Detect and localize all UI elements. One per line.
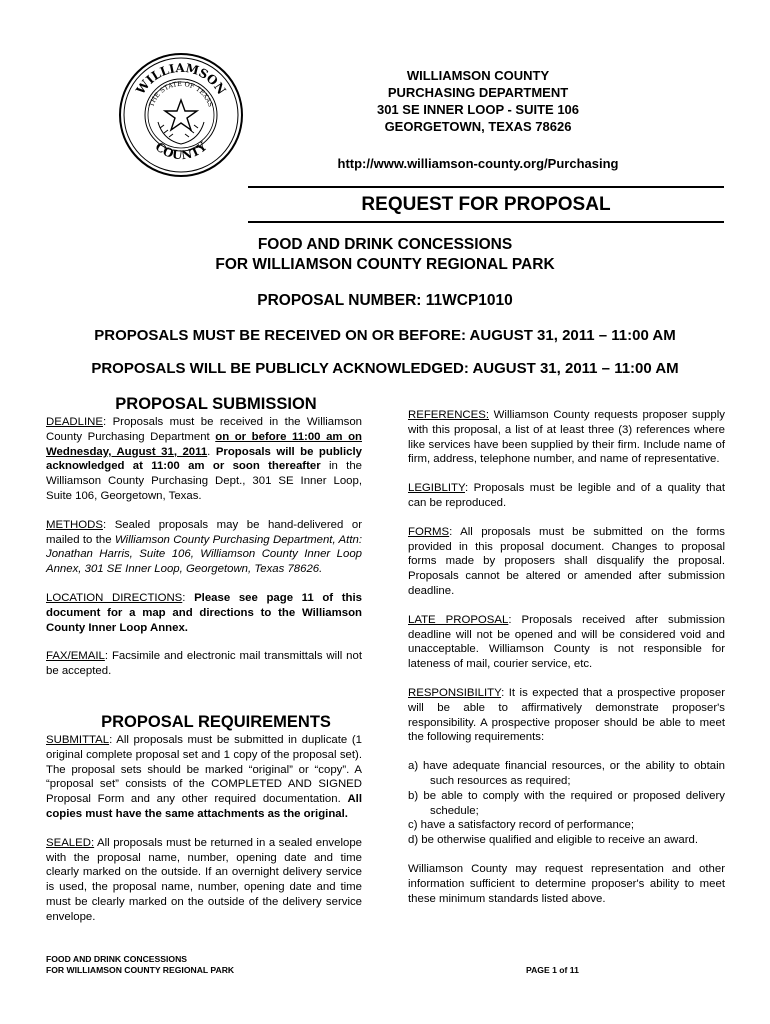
legibility-text: : Proposals must be legible and of a quality that can be reproduced. [408, 482, 725, 509]
sealed-label: SEALED: [46, 836, 95, 849]
closing-paragraph: Williamson County may request representation and other information sufficient to determine proposer's ability to meet these minimum standards listed above. [408, 862, 725, 905]
legibility-paragraph [408, 481, 725, 511]
deadline-text-3: . [207, 445, 216, 458]
header-line-3: 301 SE INNER LOOP - SUITE 106 [376, 102, 580, 117]
header-line-4: GEORGETOWN, TEXAS 78626 [384, 119, 572, 134]
submittal-text: : All proposals must be submitted in duplicate (1 original complete proposal set and 1 copy of the proposal set). The proposal sets should be marked “original” or “copy”. A “proposal set” consists of the COMPLETED AND SIGNED Proposal Form and any other required documentation. [46, 734, 362, 806]
fax-text: : Facsimile and electronic mail transmittals will not be accepted. [46, 650, 362, 678]
methods-label: METHODS [46, 518, 103, 531]
fax-label: FAX/EMAIL [46, 650, 105, 663]
submittal-label: SUBMITTAL [46, 734, 110, 746]
responsibility-paragraph [408, 686, 725, 745]
responsibility-label: RESPONSIBILITY [408, 686, 502, 699]
list-item: a) have adequate financial resources, or the ability to obtain such resources as required; [408, 760, 725, 787]
fax-paragraph [46, 649, 362, 679]
submittal-bold: All copies must have the same attachments as the original. [46, 793, 362, 820]
deadline-text-1: : Proposals must be received in the Williamson County Purchasing Department [46, 416, 362, 443]
deadline-text-5: in the Williamson County Purchasing Dept., 301 SE Inner Loop, Suite 106, Georgetown, Texas. [46, 460, 362, 502]
svg-text:COUNTY [152, 139, 209, 162]
document-title: REQUEST FOR PROPOSAL [361, 194, 611, 215]
methods-text-1: : Sealed proposals may be hand-delivered or mailed to the [46, 518, 362, 546]
forms-label: FORMS [408, 525, 450, 538]
list-item: c) have a satisfactory record of performance; [408, 819, 635, 832]
left-column-submission [46, 415, 362, 693]
list-item: b) be able to comply with the required or proposed delivery schedule; [408, 789, 725, 817]
legibility-label: LEGIBLITY [408, 482, 465, 495]
late-text: : Proposals received after submission deadline will not be opened and will be considered void and unacceptable. Williamson County is not responsible for lateness of mail, courier service, etc. [408, 613, 725, 671]
page-number: PAGE 1 of 11 [526, 965, 579, 975]
location-directions: Please see page 11 of this document for a map and directions to the Williamson County Inner Loop Annex. [46, 591, 362, 634]
location-label: LOCATION DIRECTIONS [46, 591, 183, 604]
header-line-1: WILLIAMSON COUNTY [406, 68, 550, 83]
title-bottom-rule [248, 221, 724, 223]
seal-text-top: WILLIAMSON [133, 60, 229, 97]
received-deadline: PROPOSALS MUST BE RECEIVED ON OR BEFORE: AUGUST 31, 2011 – 11:00 AM [94, 327, 676, 344]
deadline-acknowledged: Proposals will be publicly acknowledged at 11:00 am or soon thereafter [46, 445, 362, 473]
location-paragraph [46, 591, 362, 635]
header-line-2: PURCHASING DEPARTMENT [387, 85, 569, 100]
right-column [408, 408, 725, 920]
seal-text-bottom: COUNTY [152, 139, 210, 163]
acknowledged-deadline: PROPOSALS WILL BE PUBLICLY ACKNOWLEDGED: AUGUST 31, 2011 – 11:00 AM [91, 360, 679, 377]
footer-left [46, 954, 234, 976]
deadline-date: on or before 11:00 am on Wednesday, August 31, 2011 [46, 430, 362, 458]
proposal-number: PROPOSAL NUMBER: 11WCP1010 [257, 292, 513, 309]
late-label: LATE PROPOSAL [408, 613, 509, 626]
left-column-requirements [46, 733, 362, 939]
deadline-label: DEADLINE [46, 416, 103, 428]
footer-line-2: FOR WILLIAMSON COUNTY REGIONAL PARK [46, 965, 235, 975]
submission-heading: PROPOSAL SUBMISSION [115, 395, 317, 413]
methods-address: Williamson County Purchasing Department, Attn: Jonathan Harris, Suite 106, Williamson County Inner Loop Annex, 301 SE Inner Loop, Georgetown, Texas 78626. [46, 533, 362, 576]
references-paragraph [408, 408, 725, 467]
header-url[interactable]: http://www.williamson-county.org/Purchasing [337, 156, 619, 171]
subtitle-line-2: FOR WILLIAMSON COUNTY REGIONAL PARK [215, 256, 555, 273]
forms-paragraph [408, 525, 725, 599]
sealed-text: All proposals must be returned in a sealed envelope with the proposal name, number, opening date and time clearly marked on the outside. If an overnight delivery service is used, the proposal name, number, opening date and time must be clearly marked on the outside of the delivery service envelope. [46, 836, 362, 923]
footer-line-1: FOOD AND DRINK CONCESSIONS [46, 954, 188, 964]
subtitle-line-1: FOOD AND DRINK CONCESSIONS [257, 236, 513, 253]
requirements-list [408, 759, 725, 848]
sealed-paragraph [46, 836, 362, 925]
svg-text:THE STATE OF TEXAS [147, 80, 214, 108]
late-paragraph [408, 613, 725, 672]
county-seal-icon [118, 52, 244, 178]
title-top-rule [248, 186, 724, 188]
location-text-1: : [182, 591, 195, 604]
submittal-paragraph [46, 733, 362, 822]
header-block [300, 67, 656, 135]
deadline-paragraph [46, 415, 362, 504]
list-item: d) be otherwise qualified and eligible to receive an award. [408, 834, 699, 847]
forms-text: : All proposals must be submitted on the forms provided in this proposal document. Changes to proposal forms made by proposers shall disqualify the proposal. Proposals cannot be altered or amended after submission deadline. [408, 525, 725, 597]
seal-inner-text: THE STATE OF TEXAS [147, 79, 215, 108]
references-text: Williamson County requests proposer supply with this proposal, a list of at least three (3) references where like services have been supplied by their firm. Include name of firm, address, telephone number, and name of representative. [408, 409, 725, 466]
subtitle [0, 235, 770, 275]
responsibility-text: : It is expected that a prospective proposer will be able to affirmatively demonstrate proposer's responsibility. A prospective proposer should be able to meet the following requirements: [408, 686, 725, 744]
references-label: REFERENCES: [408, 409, 490, 421]
requirements-heading: PROPOSAL REQUIREMENTS [101, 713, 331, 731]
methods-paragraph [46, 518, 362, 577]
